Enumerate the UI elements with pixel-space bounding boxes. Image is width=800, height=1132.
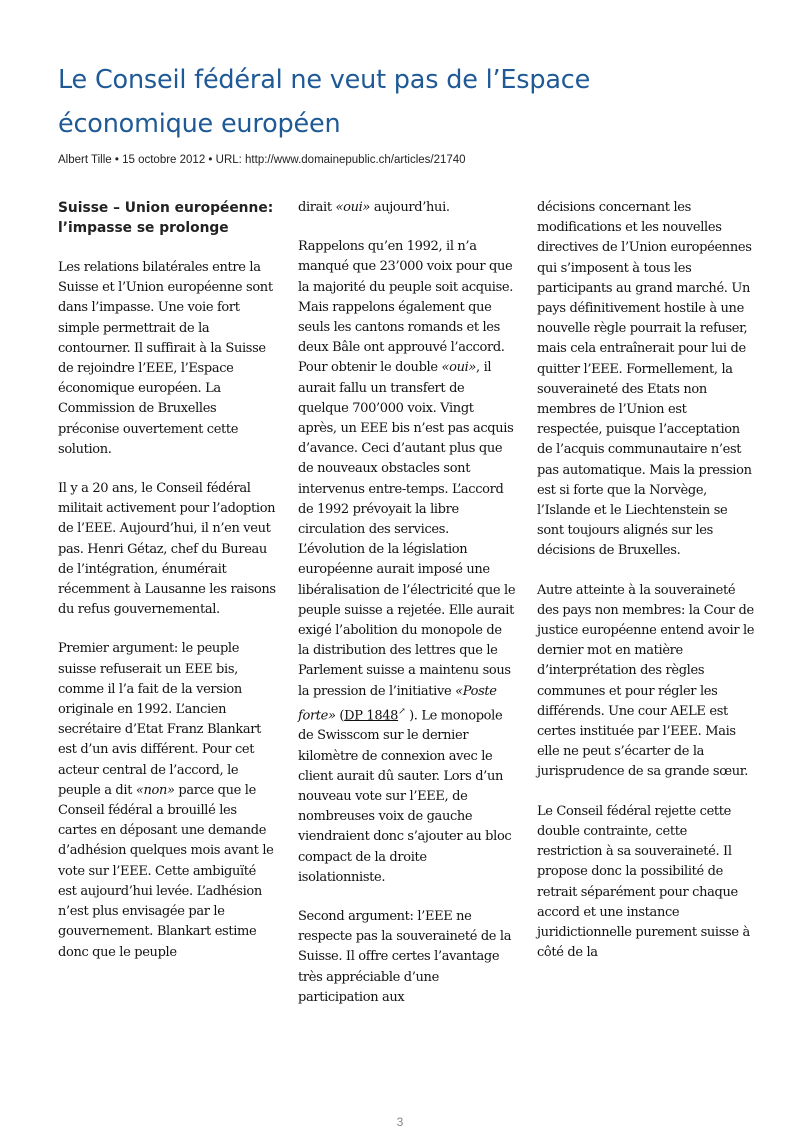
article-meta: Albert Tille • 15 octobre 2012 • URL: http://www.domainepublic.ch/articles/21740 xyxy=(58,154,466,166)
quote-non: «non» xyxy=(135,782,175,798)
initiative-name: «Poste forte» xyxy=(298,683,497,724)
page-number: 3 xyxy=(396,1115,404,1129)
dp-link[interactable]: DP 1848 xyxy=(344,708,399,724)
text-run: Premier argument: le peuple suisse refuserait un EEE bis, comme il l’a fait de la version originale en 1992. L’ancien secrétaire d’Etat Franz Blankart est d’un avis différent. Pour cet acteur central de l’accord, le peuple a dit xyxy=(58,641,262,798)
paragraph xyxy=(298,198,516,218)
section-subheading: Suisse – Union européenne: l’impasse se prolonge xyxy=(58,200,274,236)
paragraph: Il y a 20 ans, le Conseil fédéral militait activement pour l’adoption de l’EEE. Aujourd’hui, il n’en veut pas. Henri Gétaz, chef du Bureau de l’intégration, énumérait récemment à Lausanne les raisons du refus gouvernemental. xyxy=(58,481,276,618)
text-run: ( xyxy=(335,708,345,724)
text-run: ). Le monopole de Swisscom sur le dernier kilomètre de connexion avec le client aurait dû sauter. Lors d’un nouveau vote sur l’EEE, de nombreuses voix de gauche viendraient donc s’ajouter au bloc compact de la droite isolationniste. xyxy=(298,708,512,885)
text-column-3 xyxy=(537,198,755,963)
paragraph: décisions concernant les modifications et les nouvelles directives de l’Union européennes qui s’imposent à tous les participants au grand marché. Un pays définitivement hostile à une nouvelle règle pourrait la refuser, mais cela entraînerait pour lui de quitter l’EEE. Formellement, la souveraineté des Etats non membres de l’Union est respectée, puisque l’acceptation de l’acquis communautaire n’est pas automatique. Mais la pression est si forte que la Norvège, l’Islande et le Liechtenstein se sont toujours alignés sur les décisions de Bruxelles. xyxy=(537,200,752,559)
quote-oui: «oui» xyxy=(335,200,371,215)
paragraph xyxy=(298,237,516,888)
text-column-2 xyxy=(298,198,516,1008)
paragraph: Autre atteinte à la souveraineté des pays non membres: la Cour de justice européenne entend avoir le dernier mot en matière d’interprétation des règles communes et pour régler les différends. Une cour AELE est certes instituée par l’EEE. Mais elle ne peut s’écarter de la jurisprudence de sa grande sœur. xyxy=(537,582,755,780)
text-run: Rappelons qu’en 1992, il n’a manqué que 23’000 voix pour que la majorité du peuple soit acquise. Mais rappelons également que seuls les cantons romands et les deux Bâle ont approuvé l’accord. Pour obtenir le double xyxy=(298,239,514,376)
paragraph xyxy=(58,639,276,962)
article-title: Le Conseil fédéral ne veut pas de l’Espace économique européen xyxy=(58,65,591,139)
quote-oui: «oui» xyxy=(441,360,476,376)
external-link-icon: ↗ xyxy=(398,706,406,717)
paragraph: Les relations bilatérales entre la Suisse et l’Union européenne sont dans l’impasse. Une voie fort simple permettrait de la contourner. Il suffirait à la Suisse de rejoindre l’EEE, l’Espace économique européen. La Commission de Bruxelles préconise ouvertement cette solution. xyxy=(58,260,273,457)
text-run: dirait xyxy=(298,200,336,215)
text-run: aujourd’hui. xyxy=(370,200,450,215)
paragraph: Le Conseil fédéral rejette cette double contrainte, cette restriction à sa souveraineté. Il propose donc la possibilité de retrait séparément pour chaque accord et une instance juridictionnelle purement suisse à côté de la xyxy=(537,803,750,961)
text-column-1 xyxy=(58,198,276,963)
text-run: , il aurait fallu un transfert de quelque 700’000 voix. Vingt après, un EEE bis n’est pas acquis d’avance. Ceci d’autant plus que de nouveaux obstacles sont intervenus entre-temps. L’accord de 1992 prévoyait la libre circulation des services. L’évolution de la législation européenne aurait imposé une libéralisation de l’électricité que le peuple suisse a rejetée. Elle aurait exigé l’abolition du monopole de la distribution des lettres que le Parlement suisse a maintenu sous la pression de l’initiative xyxy=(298,360,516,699)
text-run: parce que le Conseil fédéral a brouillé les cartes en déposant une demande d’adhésion quelques mois avant le vote sur l’EEE. Cette ambiguïté est aujourd’hui levée. L’adhésion n’est plus envisagée par le gouvernement. Blankart estime donc que le peuple xyxy=(58,782,274,960)
paragraph: Second argument: l’EEE ne respecte pas la souveraineté de la Suisse. Il offre certes l’avantage très appréciable d’une participation aux xyxy=(298,909,512,1005)
